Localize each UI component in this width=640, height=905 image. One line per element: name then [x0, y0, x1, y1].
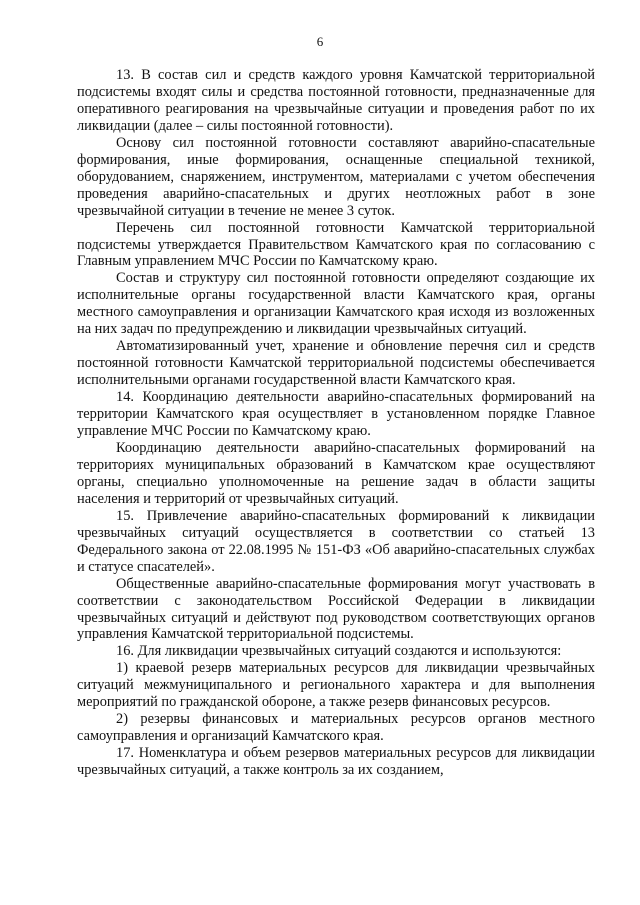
paragraph-forces-basis: Основу сил постоянной готовности составляют аварийно-спасательные формирования, иные формирования, оснащенные специальной техникой, оборудованием, снаряжением, инструментом, материалами с учетом обеспечения проведения аварийно-спасательных и других неотложных работ в зоне чрезвычайной ситуации в течение не менее 3 суток. — [77, 134, 595, 219]
paragraph-16-item-2: 2) резервы финансовых и материальных ресурсов органов местного самоуправления и организаций Камчатского края. — [77, 711, 595, 745]
paragraph-16-item-1: 1) краевой резерв материальных ресурсов для ликвидации чрезвычайных ситуаций межмуниципального и регионального характера и для выполнения мероприятий по гражданской обороне, а также резерв финансовых ресурсов. — [77, 660, 595, 711]
page-number: 6 — [316, 34, 324, 49]
paragraph-16: 16. Для ликвидации чрезвычайных ситуаций создаются и используются: — [116, 643, 562, 660]
paragraph-municipal-coordination: Координацию деятельности аварийно-спасательных формирований на территориях муниципальных образований в Камчатском крае осуществляют органы, специально уполномоченные на решение задач в области защиты населения и территорий от чрезвычайных ситуаций. — [77, 439, 595, 507]
paragraph-automated-accounting: Автоматизированный учет, хранение и обновление перечня сил и средств постоянной готовности Камчатской территориальной подсистемы обеспечивается исполнительными органами государственной власти Камчатского края. — [77, 338, 595, 389]
paragraph-14: 14. Координацию деятельности аварийно-спасательных формирований на территории Камчатского края осуществляет в установленном порядке Главное управление МЧС России по Камчатскому краю. — [77, 389, 595, 440]
paragraph-13: 13. В состав сил и средств каждого уровня Камчатской территориальной подсистемы входят силы и средства постоянной готовности, предназначенные для оперативного реагирования на чрезвычайные ситуации и проведения работ по их ликвидации (далее – силы постоянной готовности). — [77, 67, 595, 134]
paragraph-forces-structure: Состав и структуру сил постоянной готовности определяют создающие их исполнительные органы государственной власти Камчатского края, органы местного самоуправления и организации Камчатского края исходя из возложенных на них задач по предупреждению и ликвидации чрезвычайных ситуаций. — [77, 270, 595, 338]
paragraph-public-formations: Общественные аварийно-спасательные формирования могут участвовать в соответствии с законодательством Российской Федерации в ликвидации чрезвычайных ситуаций и действуют под руководством соответствующих органов управления Камчатской территориальной подсистемы. — [77, 575, 595, 643]
paragraph-17: 17. Номенклатура и объем резервов материальных ресурсов для ликвидации чрезвычайных ситуаций, а также контроль за их созданием, — [77, 745, 595, 779]
paragraph-forces-list: Перечень сил постоянной готовности Камчатской территориальной подсистемы утверждается Правительством Камчатского края по согласованию с Главным управлением МЧС России по Камчатскому краю. — [77, 219, 595, 270]
document-body — [77, 67, 595, 779]
paragraph-15: 15. Привлечение аварийно-спасательных формирований к ликвидации чрезвычайных ситуаций осуществляется в соответствии со статьей 13 Федерального закона от 22.08.1995 № 151-ФЗ «Об аварийно-спасательных службах и статусе спасателей». — [77, 507, 595, 575]
